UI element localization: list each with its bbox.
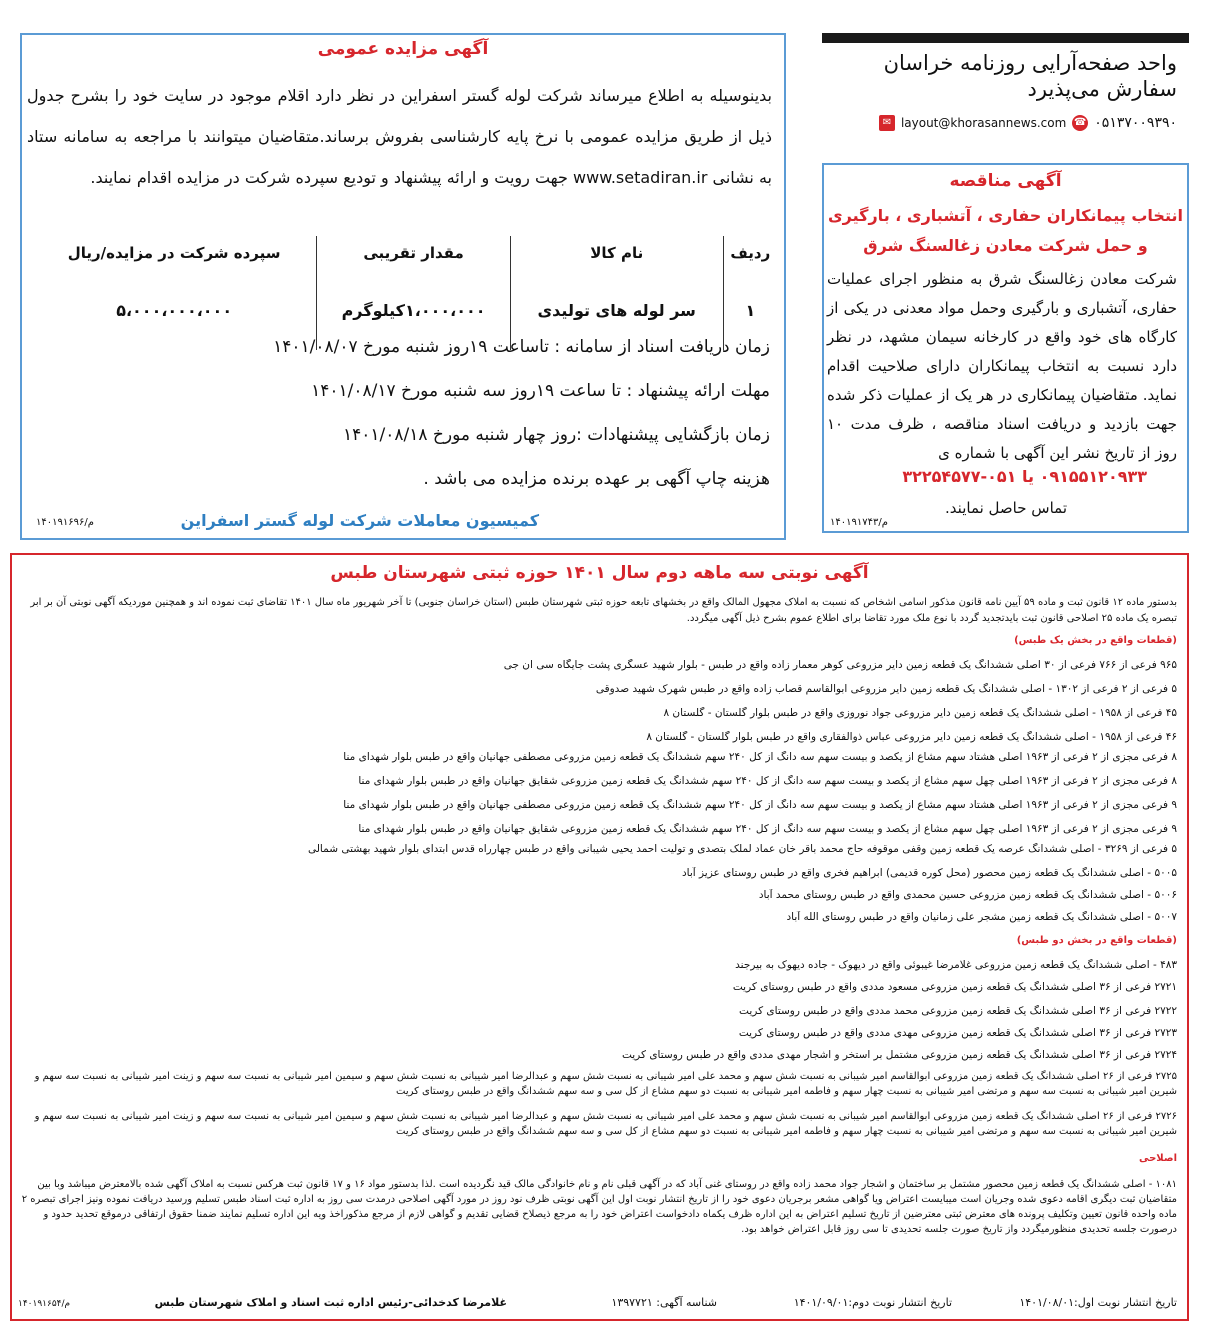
auction-cost-note: هزینه چاپ آگهی بر عهده برنده مزایده می باشد . [423,469,770,489]
list-item: ۹ فرعی مجزی از ۲ فرعی از ۱۹۶۳ اصلی هشتاد سهم مشاع از یکصد و بیست سهم سه دانگ از کل ۲۴۰ سهم ششدانگ یک قطعه زمین مزروعی مصطفی جهانیان واقع در طبس بلوار شهدای منا [343,799,1177,811]
section-heading: (قطعات واقع در بخش دو طبس) [1016,935,1177,946]
auction-intro: بدینوسیله به اطلاع میرساند شرکت لوله گستر اسفراین در نظر دارد اقلام موجود در سایت خود را بشرح جدول ذیل از طریق مزایده عمومی با نرخ پایه کارشناسی بفروش برساند.متقاضیان میتوانند با مراجعه به سامانه ستاد به نشانی www.setadiran.ir جهت رویت و ارائه پیشنهاد و تودیع سپرده شرکت در مزایده اقدام نمایند. [27,86,772,187]
auction-opening-date: زمان بازگشایی پیشنهادات :روز چهار شنبه مورخ ۱۴۰۱/۰۸/۱۸ [342,425,770,445]
table-header: ردیف [730,244,771,262]
list-item: ۲۷۲۵ فرعی از ۲۶ اصلی ششدانگ یک قطعه زمین مزروعی ابوالقاسم امیر شیبانی به نسبت شش سهم و محمد علی امیر شیبانی به نسبت شش سهم و عبدالرضا امیر شیبانی به نسبت شش سهم و سیمین امیر شیبانی به نسبت سه سهم و زینت امیر شیبانی به نسبت سه سهم و شیرین امیر شیبانی به نسبت سه سهم و مرتضی امیر شیبانی به نسبت چهار سهم و فاطمه امیر شیبانی به نسبت دو سهم مشاع از کل سی و سه سهم ششدانگ واقع در طبس روستای کریت [34,1071,1177,1097]
list-item: ۵ فرعی از ۲ فرعی از ۱۳۰۲ - اصلی ششدانگ یک قطعه زمین دایر مزروعی ابوالقاسم قصاب زاده واقع در طبس شهرک شهید صدوقی [595,683,1177,695]
tender-title: آگهی مناقصه [949,171,1062,191]
list-item: ۲۷۲۲ فرعی از ۳۶ اصلی ششدانگ یک قطعه زمین مزروعی محمد مددی واقع در طبس روستای کریت [739,1005,1177,1017]
layout-ad-email[interactable]: layout@khorasannews.com [900,116,1067,130]
table-cell: سر لوله های تولیدی [510,270,723,350]
layout-ad-line2: سفارش می‌پذیرد [1027,77,1177,101]
layout-ad-phone[interactable]: ۰۵۱۳۷۰۰۹۳۹۰ [1094,115,1177,131]
list-item: ۹ فرعی مجزی از ۲ فرعی از ۱۹۶۳ اصلی چهل سهم مشاع از یکصد و بیست سهم سه دانگ از کل ۲۴۰ سهم ششدانگ یک قطعه زمین مزروعی شقایق جهانیان واقع در طبس بلوار شهدای منا [358,823,1177,835]
tender-subtitle: انتخاب پیمانکاران حفاری ، آتشباری ، بارگیری و حمل شرکت معادن زغالسنگ شرق [828,206,1183,255]
section-heading: اصلاحی [1138,1153,1177,1164]
layout-ad-line1: واحد صفحه‌آرایی روزنامه خراسان [883,51,1177,75]
tender-tail: تماس حاصل نمایند. [945,499,1067,517]
auction-signature: کمیسیون معاملات شرکت لوله گستر اسفراین [180,511,539,530]
table-header: سپرده شرکت در مزایده/ریال [32,236,317,270]
mail-icon: ✉ [879,115,895,131]
notice-title: آگهی نوبتی سه ماهه دوم سال ۱۴۰۱ حوزه ثبتی شهرستان طبس [330,563,869,583]
layout-ad-contact [822,115,1189,131]
list-item: ۵۰۰۷ - اصلی ششدانگ یک قطعه زمین مشجر علی زمانیان واقع در طبس روستای الله آباد [786,911,1177,923]
auction-title: آگهی مزایده عمومی [317,39,489,59]
list-item: ۴۸۳ - اصلی ششدانگ یک قطعه زمین مزروعی غلامرضا غیبوئی واقع در دیهوک - جاده دیهوک به بیرجند [735,959,1177,971]
table-header-row [32,236,777,270]
notice-second-date: تاریخ انتشار نوبت دوم:۱۴۰۱/۰۹/۰۱ [793,1296,952,1309]
table-cell: ۱ [745,300,756,320]
auction-notice [20,33,786,540]
list-item: ۵۰۰۶ - اصلی ششدانگ یک قطعه زمین مزروعی حسین محمدی واقع در طبس روستای محمد آباد [758,889,1177,901]
table-cell: ۱،۰۰۰،۰۰۰کیلوگرم [317,270,511,350]
tender-notice [822,163,1189,533]
phone-icon: ☎ [1072,115,1088,131]
auction-code: ۱۴۰۱۹۱۶۹۶/م [36,517,94,528]
tender-phones: ۰۹۱۵۵۱۲۰۹۳۳ یا ۰۵۱-۳۲۲۵۴۵۷۷ [902,467,1147,486]
notice-correction: ۱۰۸۱ - اصلی ششدانگ یک قطعه زمین محصور مشتمل بر ساختمان و اشجار جواد محمد زاده واقع در روستای غنی آباد که در آگهی قبلی نام و نام خانوادگی مالک قید نگردیده است .لذا بدستور مواد ۱۶ و ۱۷ قانون ثبت هرکس نسبت به املاک آگهی شده بالامعترض میباشد وبا بین متقاضیان ثبت دیگری اقامه دعوی شده وجریان است میبایست اعتراض ویا گواهی مشعر برجریان دعوی خود را از تاریخ انتشار نوبت اول این آگهی نوبتی ظرف نود روز در مورد آگهی اصلاحی درمدت سی روز به اداره ثبت اسناد طبس تسلیم ورسید دریافت نموده ونیز اجرای تبصره ۲ ماده واحده قانون تعیین وتکلیف پرونده های معترض ثبتی معترضین از تاریخ تسلیم اعتراض به این اداره ظرف یکماه دادخواست اعتراض خود را به مرجع ذیصلاح قضایی تقدیم و گواهی لازم از مرجع مذکوراخذ ویه این اداره تسلیم نمایند ضمنا حقوق ارتفاقی درموقع تحدید حدود و درصورت جلسه تحدیدی منظورمیگردد واز تاریخ صورت جلسه تحدیدی تا سی روز قابل اعتراض خواهد بود. [21,1179,1177,1235]
notice-code: ۱۴۰۱۹۱۶۵۴/م [18,1299,71,1309]
notice-id: شناسه آگهی: ۱۳۹۷۷۲۱ [611,1296,717,1309]
layout-unit-ad [822,33,1189,158]
table-header: نام کالا [510,236,723,270]
list-item: ۴۵ فرعی از ۱۹۵۸ - اصلی ششدانگ یک قطعه زمین دایر مزروعی جواد نوروزی واقع در طبس بلوار گلستان - گلستان ۸ [663,707,1177,719]
list-item: ۵۰۰۵ - اصلی ششدانگ یک قطعه زمین محصور (محل کوره قدیمی) ابراهیم فخری واقع در طبس روستای عزیز آباد [681,867,1177,879]
list-item: ۲۷۲۴ فرعی از ۳۶ اصلی ششدانگ یک قطعه زمین مزروعی مشتمل بر استخر و اشجار مهدی مددی واقع در طبس روستای کریت [621,1049,1177,1061]
divider [822,33,1189,43]
notice-preamble: بدستور ماده ۱۲ قانون ثبت و ماده ۵۹ آیین نامه قانون مذکور اسامی اشخاص که نسبت به املاک مجهول المالک واقع در بخشهای تابعه حوزه ثبتی شهرستان طبس (استان خراسان جنوبی) تا آخر شهریور ماه سال ۱۴۰۱ تقاضای ثبت نموده اند و همچنین موردیکه آگهی نوبتی آن بر ابر تبصره یک ماده ۲۵ اصلاحی قانون ثبت بایدتجدید گردد با نوع ملک مورد تقاضا برای اطلاع عموم بشرح ذیل آگهی میگردد. [30,597,1177,624]
table-header: مقدار تقریبی [317,236,511,270]
auction-table [32,236,777,350]
list-item: ۴۶ فرعی از ۱۹۵۸ - اصلی ششدانگ یک قطعه زمین دایر مزروعی عباس ذوالفقاری واقع در طبس بلوار گلستان - گلستان ۸ [646,731,1177,743]
list-item: ۸ فرعی مجزی از ۲ فرعی از ۱۹۶۳ اصلی چهل سهم مشاع از یکصد و بیست سهم سه دانگ از کل ۲۴۰ سهم ششدانگ یک قطعه زمین مزروعی شقایق جهانیان واقع در طبس بلوار شهدای منا [358,775,1177,787]
section-heading: (قطعات واقع در بخش یک طبس) [1014,635,1177,646]
registration-notice [10,553,1189,1321]
auction-offer-deadline: مهلت ارائه پیشنهاد : تا ساعت ۱۹روز سه شنبه مورخ ۱۴۰۱/۰۸/۱۷ [311,381,770,401]
list-item: ۲۷۲۱ فرعی از ۳۶ اصلی ششدانگ یک قطعه زمین مزروعی مسعود مددی واقع در طبس روستای کریت [732,981,1177,993]
list-item: ۲۷۲۶ فرعی از ۲۶ اصلی ششدانگ یک قطعه زمین مزروعی ابوالقاسم امیر شیبانی به نسبت شش سهم و محمد علی امیر شیبانی به نسبت شش سهم و عبدالرضا امیر شیبانی به نسبت شش سهم و سیمین امیر شیبانی به نسبت سه سهم و زینت امیر شیبانی به نسبت سه سهم و شیرین امیر شیبانی به نسبت سه سهم و مرتضی امیر شیبانی به نسبت چهار سهم و فاطمه امیر شیبانی به نسبت دو سهم مشاع از کل سی و سه سهم ششدانگ واقع در طبس روستای کریت [34,1111,1177,1137]
notice-first-date: تاریخ انتشار نوبت اول:۱۴۰۱/۰۸/۰۱ [1019,1296,1177,1309]
list-item: ۹۶۵ فرعی از ۷۶۶ فرعی از ۳۰ اصلی ششدانگ یک قطعه زمین دایر مزروعی کوهر معمار زاده واقع در طبس - بلوار شهید عسگری پشت جایگاه سی ان جی [503,659,1177,671]
tender-code: ۱۴۰۱۹۱۷۴۳/م [830,517,888,528]
list-item: ۵ فرعی از ۳۲۶۹ - اصلی ششدانگ عرصه یک قطعه زمین وقفی موقوفه حاج محمد باقر خان عماد لملک بتصدی و تولیت احمد یحیی شیبانی واقع در طبس چهارراه قدس ابتدای بلوار شهید بهشتی شمالی [307,843,1177,855]
list-item: ۲۷۲۳ فرعی از ۳۶ اصلی ششدانگ یک قطعه زمین مزروعی مهدی مددی واقع در طبس روستای کریت [738,1027,1177,1039]
auction-docs-deadline: زمان دریافت اسناد از سامانه : تاساعت ۱۹روز شنبه مورخ ۱۴۰۱/۰۸/۰۷ [273,337,770,357]
table-cell: ۵،۰۰۰،۰۰۰،۰۰۰ [32,270,317,350]
list-item: ۸ فرعی مجزی از ۲ فرعی از ۱۹۶۳ اصلی هشتاد سهم مشاع از یکصد و بیست سهم سه دانگ از کل ۲۴۰ سهم ششدانگ یک قطعه زمین مزروعی مصطفی جهانیان واقع در طبس بلوار شهدای منا [343,751,1177,763]
notice-signature: غلامرضا کدخدائی-رئیس اداره ثبت اسناد و املاک شهرستان طبس [154,1296,507,1309]
tender-body: شرکت معادن زغالسنگ شرق به منظور اجرای عملیات حفاری، آتشباری و بارگیری وحمل مواد معدنی در یکی از کارگاه های خود واقع در کارخانه سیمان مشهد، در نظر دارد نسبت به انتخاب پیمانکاران دارای صلاحیت اقدام نماید. متقاضیان پیمانکاری در هر یک از عملیات ذکر شده جهت بازدید و دریافت اسناد مناقصه ، ظرف مدت ۱۰ روز از تاریخ نشر این آگهی با شماره ی [827,270,1177,462]
